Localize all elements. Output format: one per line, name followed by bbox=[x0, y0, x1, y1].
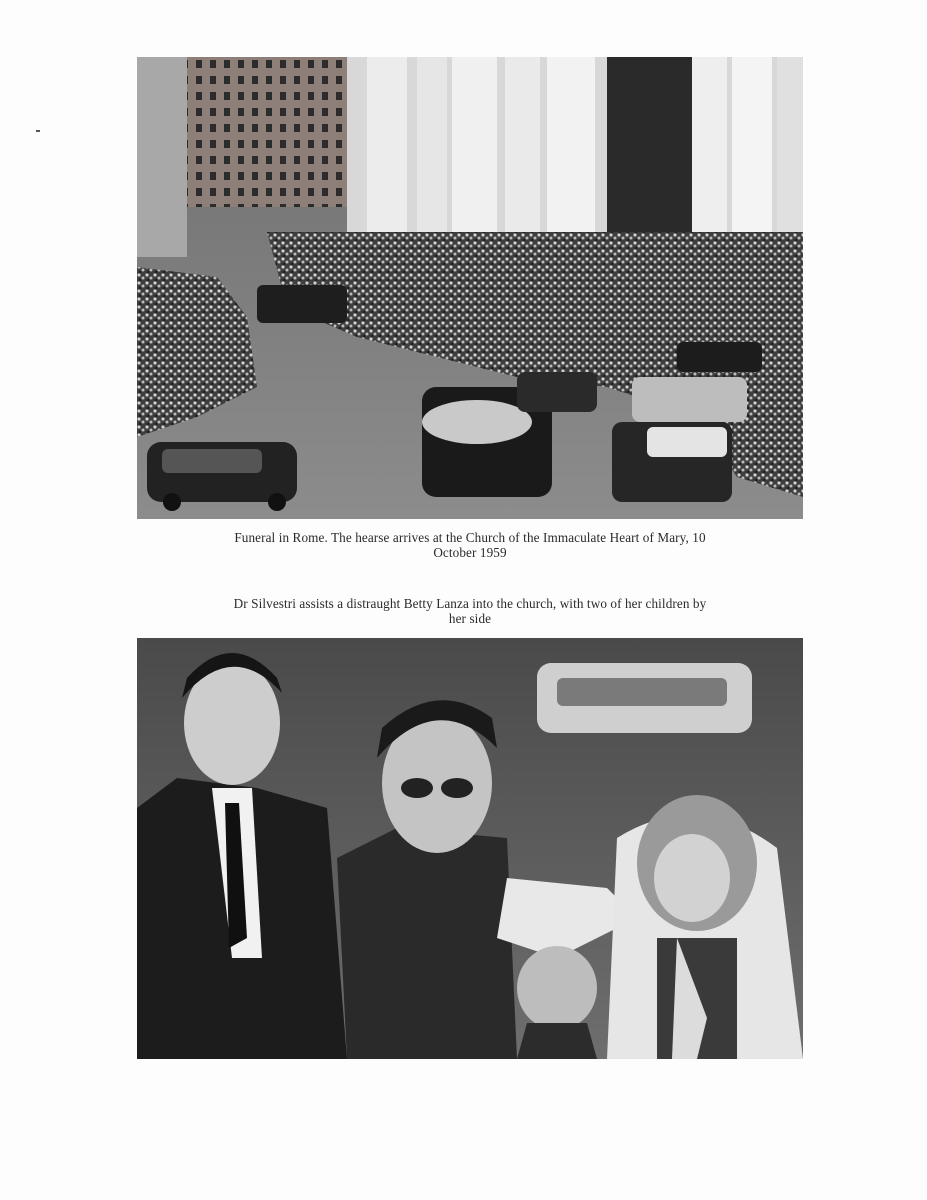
caption-betty-lanza bbox=[137, 596, 803, 626]
caption-funeral-arrival-text: Funeral in Rome. The hearse arrives at the Church of the Immaculate Heart of Mary, 10 October 1959 bbox=[234, 530, 706, 560]
betty-lanza-image bbox=[137, 638, 803, 1059]
funeral-crowd-image bbox=[137, 57, 803, 519]
caption-funeral-arrival bbox=[137, 530, 803, 560]
funeral-crowd-photo bbox=[137, 57, 803, 519]
caption-betty-lanza-text: Dr Silvestri assists a distraught Betty Lanza into the church, with two of her children by her side bbox=[233, 596, 707, 626]
betty-lanza-photo bbox=[137, 638, 803, 1059]
scan-speck bbox=[36, 130, 40, 132]
